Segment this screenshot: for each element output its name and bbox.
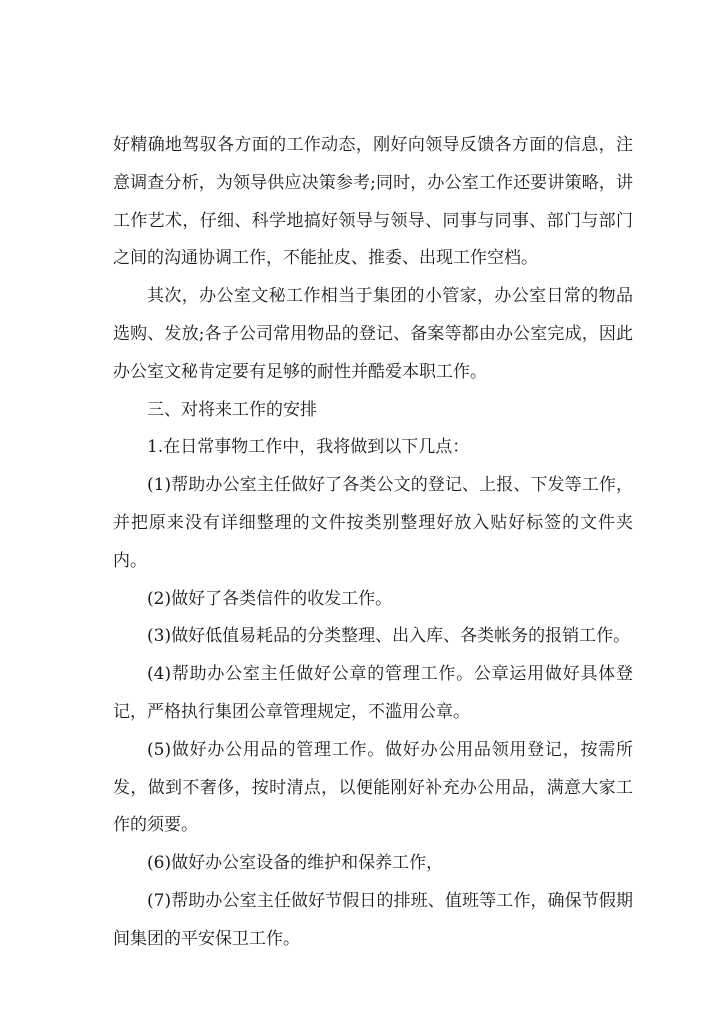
list-item-6: (6)做好办公室设备的维护和保养工作， xyxy=(147,853,444,874)
subheading-1: 1.在日常事物工作中，我将做到以下几点： xyxy=(147,437,470,458)
paragraph-2: 其次，办公室文秘工作相当于集团的小管家，办公室日常的物品选购、发放;各子公司常用物品的登记、备案等都由办公室完成，因此办公室文秘肯定要有足够的耐性并酷爱本职工作。 xyxy=(113,286,633,382)
list-item-4: (4)帮助办公室主任做好公章的管理工作。公章运用做好具体登记，严格执行集团公章管理规定，不滥用公章。 xyxy=(113,664,633,722)
list-item-2: (2)做好了各类信件的收发工作。 xyxy=(147,588,393,609)
list-item-3: (3)做好低值易耗品的分类整理、出入库、各类帐务的报销工作。 xyxy=(147,626,631,647)
document-body xyxy=(113,127,633,959)
section-heading-3: 三、对将来工作的安排 xyxy=(147,399,317,420)
list-item-5: (5)做好办公用品的管理工作。做好办公用品领用登记，按需所发，做到不奢侈，按时清点，以便能刚好补充办公用品，满意大家工作的须要。 xyxy=(113,739,633,836)
list-item-7: (7)帮助办公室主任做好节假日的排班、值班等工作，确保节假期间集团的平安保卫工作。 xyxy=(113,890,633,949)
paragraph-1: 好精确地驾驭各方面的工作动态，刚好向领导反馈各方面的信息，注意调查分析，为领导供应决策参考;同时，办公室工作还要讲策略，讲工作艺术，仔细、科学地搞好领导与领导、同事与同事、部门与部门之间的沟通协调工作，不能扯皮、推委、出现工作空档。 xyxy=(113,135,633,269)
list-item-1: (1)帮助办公室主任做好了各类公文的登记、上报、下发等工作，并把原来没有详细整理的文件按类别整理好放入贴好标签的文件夹内。 xyxy=(113,475,633,571)
